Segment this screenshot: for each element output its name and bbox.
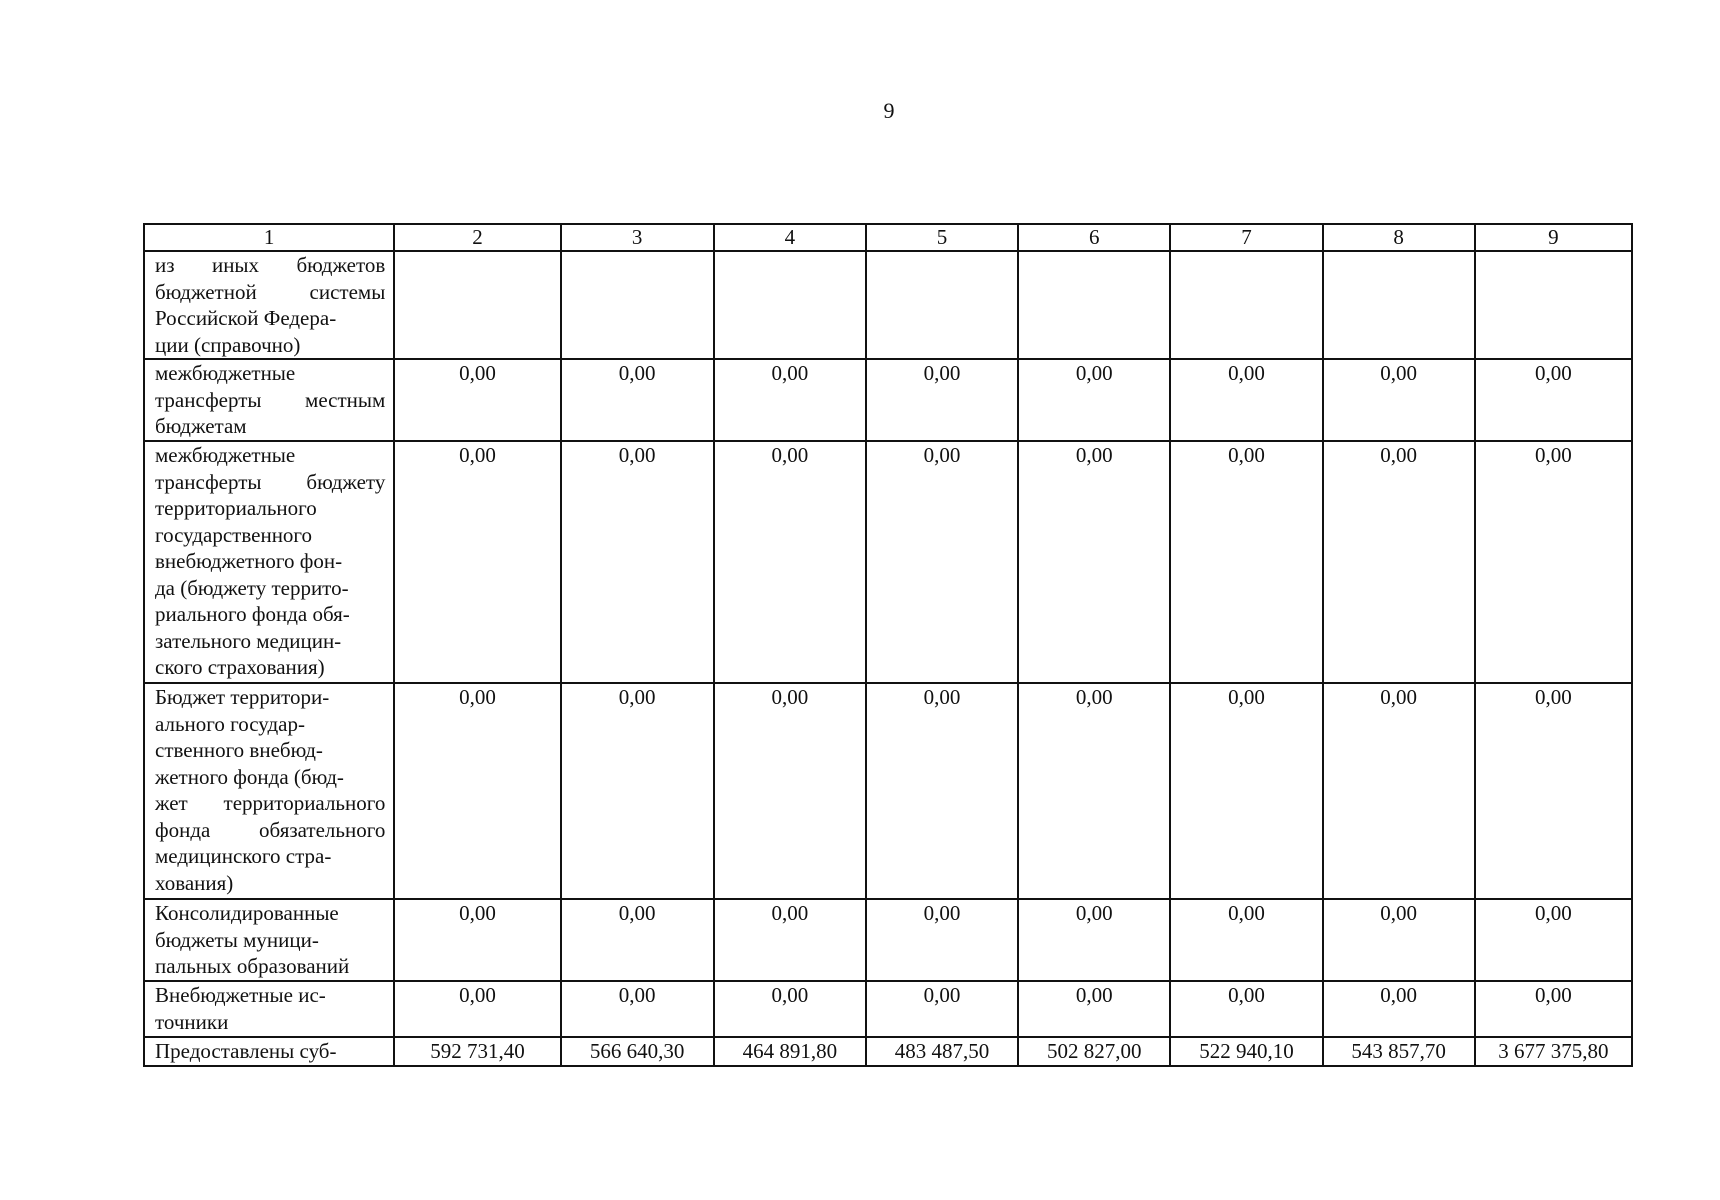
table-cell: 0,00 xyxy=(866,359,1018,441)
table-cell: 0,00 xyxy=(714,899,866,981)
row-label-text: межбюджетные трансферты местным бюджетам xyxy=(155,361,386,438)
table-cell: 0,00 xyxy=(1323,981,1475,1037)
table-cell: 522 940,10 xyxy=(1170,1037,1322,1066)
table-cell: 0,00 xyxy=(1170,899,1322,981)
table-cell: 592 731,40 xyxy=(394,1037,560,1066)
table-row xyxy=(144,441,1632,683)
table-cell: 0,00 xyxy=(1018,683,1170,899)
table-cell: 0,00 xyxy=(1018,359,1170,441)
budget-table xyxy=(143,223,1633,1067)
table-cell: 0,00 xyxy=(1475,441,1632,683)
table-cell: 0,00 xyxy=(1170,359,1322,441)
column-header-1: 1 xyxy=(144,224,394,251)
table-cell: 0,00 xyxy=(866,683,1018,899)
table-cell: 502 827,00 xyxy=(1018,1037,1170,1066)
table-cell xyxy=(1170,251,1322,359)
table-cell: 0,00 xyxy=(1170,683,1322,899)
table-cell: 0,00 xyxy=(561,899,714,981)
table-row xyxy=(144,981,1632,1037)
table-cell xyxy=(714,251,866,359)
table-cell: 0,00 xyxy=(1170,441,1322,683)
table-row xyxy=(144,1037,1632,1066)
table-cell xyxy=(561,251,714,359)
table-cell: 0,00 xyxy=(394,899,560,981)
table-cell: 0,00 xyxy=(1475,981,1632,1037)
table-cell: 0,00 xyxy=(714,359,866,441)
table-header xyxy=(144,224,1632,251)
table-cell: 0,00 xyxy=(394,981,560,1037)
table-cell: 0,00 xyxy=(1018,981,1170,1037)
row-label xyxy=(144,899,394,981)
table-cell: 0,00 xyxy=(1323,899,1475,981)
table-cell: 0,00 xyxy=(561,441,714,683)
table-cell xyxy=(394,251,560,359)
row-label xyxy=(144,1037,394,1066)
table-cell: 0,00 xyxy=(1018,899,1170,981)
table-cell: 0,00 xyxy=(561,981,714,1037)
table-cell: 0,00 xyxy=(1323,359,1475,441)
table-cell: 0,00 xyxy=(394,683,560,899)
table-row xyxy=(144,251,1632,359)
table-cell: 0,00 xyxy=(866,899,1018,981)
row-label xyxy=(144,359,394,441)
table-cell: 464 891,80 xyxy=(714,1037,866,1066)
table-body xyxy=(144,251,1632,1066)
table-cell: 0,00 xyxy=(714,981,866,1037)
column-header-7: 7 xyxy=(1170,224,1322,251)
row-label-text: из иных бюджетов бюджетной системы Российской Федера- ции (справочно) xyxy=(155,253,386,357)
table-cell: 566 640,30 xyxy=(561,1037,714,1066)
column-header-5: 5 xyxy=(866,224,1018,251)
table-cell: 0,00 xyxy=(714,683,866,899)
row-label-text: Бюджет территори- ального государ- ственного внебюд- жетного фонда (бюд- жет территориального фонда обязательного медицинского стра- хования) xyxy=(155,685,386,895)
table-cell: 0,00 xyxy=(1475,683,1632,899)
table-cell xyxy=(1475,251,1632,359)
column-header-4: 4 xyxy=(714,224,866,251)
table-cell xyxy=(1018,251,1170,359)
row-label-text: Предоставлены суб- xyxy=(155,1039,337,1063)
header-row xyxy=(144,224,1632,251)
table-cell: 3 677 375,80 xyxy=(1475,1037,1632,1066)
row-label-text: Консолидированные бюджеты муници- пальных образований xyxy=(155,901,350,978)
table-cell: 543 857,70 xyxy=(1323,1037,1475,1066)
column-header-8: 8 xyxy=(1323,224,1475,251)
column-header-9: 9 xyxy=(1475,224,1632,251)
table-cell: 483 487,50 xyxy=(866,1037,1018,1066)
row-label-text: межбюджетные трансферты бюджету территориального государственного внебюджетного фон- да (бюджету террито- риального фонда обя- зательного медицин- ского страхования) xyxy=(155,443,386,679)
table-cell: 0,00 xyxy=(1018,441,1170,683)
table-cell: 0,00 xyxy=(866,981,1018,1037)
row-label xyxy=(144,981,394,1037)
table-cell: 0,00 xyxy=(394,359,560,441)
column-header-6: 6 xyxy=(1018,224,1170,251)
row-label xyxy=(144,441,394,683)
table-cell xyxy=(866,251,1018,359)
row-label-text: Внебюджетные ис- точники xyxy=(155,983,326,1034)
table-row xyxy=(144,899,1632,981)
table-cell xyxy=(1323,251,1475,359)
table-cell: 0,00 xyxy=(561,359,714,441)
table-cell: 0,00 xyxy=(1475,899,1632,981)
table-cell: 0,00 xyxy=(1323,441,1475,683)
column-header-2: 2 xyxy=(394,224,560,251)
table-cell: 0,00 xyxy=(561,683,714,899)
table-row xyxy=(144,359,1632,441)
row-label xyxy=(144,683,394,899)
table-cell: 0,00 xyxy=(866,441,1018,683)
table-row xyxy=(144,683,1632,899)
table-cell: 0,00 xyxy=(1323,683,1475,899)
column-header-3: 3 xyxy=(561,224,714,251)
page-number: 9 xyxy=(883,98,895,123)
table-cell: 0,00 xyxy=(1475,359,1632,441)
budget-table-container xyxy=(143,223,1633,1067)
row-label xyxy=(144,251,394,359)
table-cell: 0,00 xyxy=(714,441,866,683)
table-cell: 0,00 xyxy=(1170,981,1322,1037)
table-cell: 0,00 xyxy=(394,441,560,683)
